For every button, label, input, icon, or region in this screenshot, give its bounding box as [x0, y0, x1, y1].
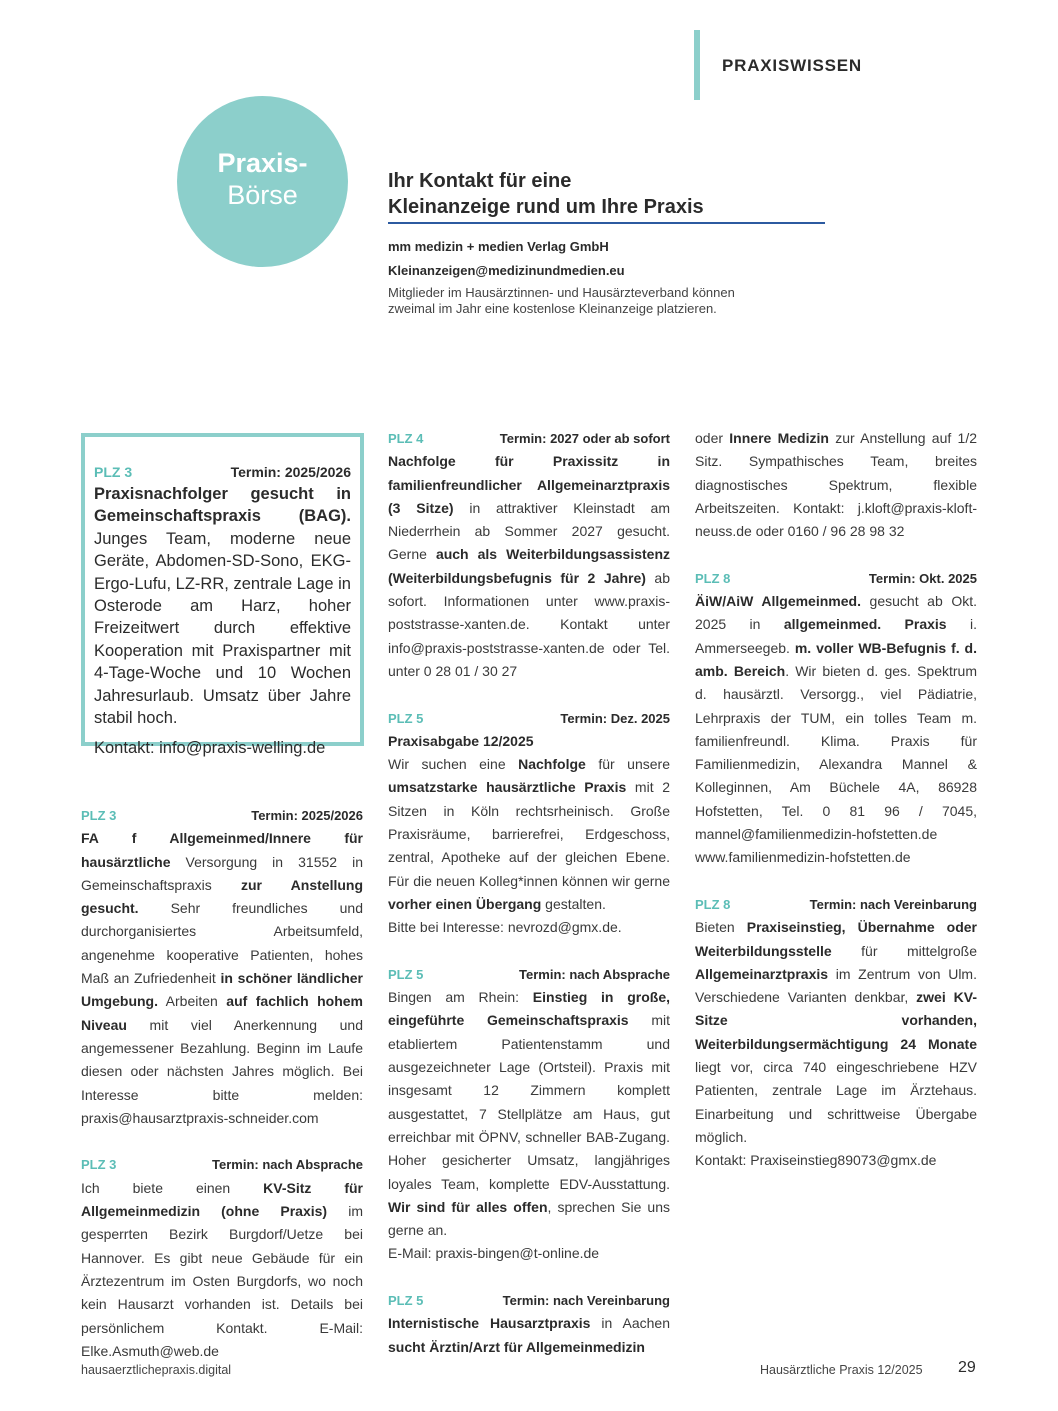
ad-bold-text: zwei KV-Sitze vorhanden, Weiterbildungsermächtigung 24 Monate	[695, 989, 977, 1052]
ad-item	[81, 804, 363, 1130]
ad-text: mit viel Anerkennung und angemessener Bezahlung. Beginn im Laufe diesen oder nächsten Jahres möglich. Bei Interesse bitte melden: praxis@hausarztpraxis-schneider.com	[81, 1016, 363, 1126]
plz-label: PLZ 5	[388, 1292, 424, 1308]
ad-text: zur Anstellung auf 1/2 Sitz. Sympathisches Team, breites diagnostisches Spektrum, flexible Arbeitszeiten. Kontakt: j.kloft@praxis-kloft-neuss.de oder 0160 / 96 28 98 32	[695, 430, 977, 540]
ad-body	[388, 986, 670, 1242]
ad-text: gestalten.	[541, 895, 606, 912]
ad-contact[interactable]: Kontakt: info@praxis-welling.de	[94, 739, 326, 758]
description-line-2: zweimal im Jahr eine kostenlose Kleinanzeige platzieren.	[388, 301, 717, 316]
ad-contact[interactable]: E-Mail: praxis-bingen@t-online.de	[388, 1245, 600, 1262]
ad-bold-text: vorher einen Übergang	[388, 895, 542, 912]
ad-header	[81, 1153, 363, 1176]
plz-label: PLZ 3	[81, 1157, 117, 1173]
ad-text: mit etabliertem Patientenstamm und ausgezeichneter Lage (Ortsteil). Praxis mit insgesamt 12 Zimmern komplett ausgestattet, 7 Stellplätze am Haus, gut erreichbar mit ÖPNV, schneller BAB-Zugang. Hoher gesicherter Umsatz, langjähriges loyales Team, komplette EDV-Ausstattung.	[388, 1012, 670, 1192]
ads-column-2	[388, 427, 670, 1359]
ad-header	[81, 804, 363, 827]
ad-text: liegt vor, circa 740 eingeschriebene HZV Patienten, zentrale Lage im Ärztehaus. Einarbeitung und schrittweise Übergabe möglich.	[695, 1059, 977, 1145]
ad-bold-text: Wir sind für alles offen	[388, 1198, 548, 1215]
contact-heading-line-1: Ihr Kontakt für eine	[388, 170, 572, 192]
contact-email-link[interactable]: Kleinanzeigen@medizinundmedien.eu	[388, 263, 625, 278]
ads-column-3	[695, 427, 977, 1173]
section-accent-bar	[694, 30, 700, 100]
publisher-name: mm medizin + medien Verlag GmbH	[388, 239, 609, 254]
termin-label: Termin: nach Vereinbarung	[809, 896, 977, 912]
ad-bold-text: zur Anstellung gesucht.	[81, 876, 363, 917]
ad-bold-text: Nachfolge für Praxissitz in familienfreundlicher Allgemeinarztpraxis (3 Sitze)	[388, 453, 670, 516]
ad-body	[695, 916, 977, 1149]
ad-text: oder	[695, 430, 730, 446]
plz-label: PLZ 3	[94, 464, 133, 480]
ad-body	[81, 1177, 363, 1363]
plz-label: PLZ 5	[388, 966, 424, 982]
plz-label: PLZ 4	[388, 431, 424, 446]
footer-issue: Hausärztliche Praxis 12/2025	[760, 1363, 923, 1377]
ad-header	[94, 461, 351, 483]
ad-text: Wir suchen eine	[388, 756, 519, 773]
contact-description	[388, 285, 808, 317]
ad-item	[695, 893, 977, 1173]
ad-text: im gesperrten Bezirk Burgdorf/Uetze bei Hannover. Es gibt neue Gebäude für ein Ärztezentrum im Osten Burgdorfs, wo noch kein Hausarzt vorhanden ist. Details bei persönlichem Kontakt. E-Mail: Elke.Asmuth@web.de	[81, 1203, 363, 1359]
ad-contact[interactable]: Kontakt: Praxiseinstieg89073@gmx.de	[695, 1152, 937, 1169]
ad-body	[388, 1312, 670, 1359]
ad-bold-text: Internistische Hausarztpraxis	[388, 1315, 591, 1332]
ad-bold-text: FA f Allgemeinmed/Innere für hausärztliche	[81, 830, 363, 870]
ad-bold-text: Nachfolge	[518, 756, 586, 773]
termin-label: Termin: nach Absprache	[519, 966, 670, 982]
ad-text: in attraktiver Kleinstadt am Niederrhein ab Sommer 2027 gesucht. Gerne	[388, 499, 670, 563]
description-line-1: Mitglieder im Hausärztinnen- und Hausärzteverband können	[388, 285, 735, 300]
ad-text: im Zentrum von Ulm. Verschiedene Varianten denkbar,	[695, 965, 977, 1006]
ad-bold-text: m. voller WB-Befugnis f. d. amb. Bereich	[695, 639, 977, 679]
termin-label: Termin: nach Absprache	[212, 1157, 363, 1173]
ad-text: Arbeiten	[158, 993, 227, 1010]
ad-item	[695, 567, 977, 870]
ad-text: ab sofort. Informationen unter www.praxis-poststrasse-xanten.de. Kontakt unter info@praxis-poststrasse-xanten.de oder Tel. unter 0 28 01 / 30 27	[388, 569, 670, 679]
ad-text: in Aachen	[590, 1315, 671, 1332]
ad-text: Versorgung in 31552 in Gemeinschaftspraxis	[81, 853, 363, 893]
ad-bold-text: auch als Weiterbildungsassistenz (Weiterbildungsbefugnis für 2 Jahre)	[388, 546, 670, 586]
termin-label: Termin: Dez. 2025	[560, 710, 670, 726]
ad-text: Bingen am Rhein:	[388, 989, 533, 1006]
heading-underline	[388, 222, 825, 224]
ad-text: , sprechen Sie uns gerne an.	[388, 1198, 670, 1239]
ad-text: Ich biete einen	[81, 1179, 264, 1196]
termin-label: Termin: 2025/2026	[230, 464, 351, 480]
ad-body	[388, 753, 670, 916]
ad-item	[81, 1153, 363, 1363]
ad-header	[388, 427, 670, 450]
ad-bold-text: Praxisnachfolger gesucht in Gemeinschaftspraxis (BAG).	[94, 485, 351, 526]
plz-label: PLZ 5	[388, 710, 424, 726]
ad-item	[388, 1289, 670, 1359]
ad-contact[interactable]: Bitte bei Interesse: nevrozd@gmx.de.	[388, 919, 622, 936]
ad-text: mit 2 Sitzen in Köln rechtsrheinisch. Große Praxisräume, barrierefrei, Erdgeschoss, zentral, Apotheke auf der gleichen Ebene. Für die neuen Kolleg*innen können wir gerne	[388, 779, 671, 889]
ad-body	[94, 483, 351, 729]
ad-bold-text: Innere Medizin	[729, 430, 829, 446]
ads-column-1	[81, 804, 363, 1363]
ad-subtitle	[388, 730, 670, 753]
ad-text: Bieten	[695, 919, 747, 936]
ad-bold-text: Einstieg in große, eingeführte Gemeinschaftspraxis	[388, 989, 670, 1029]
ad-bold-text: auf fachlich hohem Niveau	[81, 993, 364, 1033]
ad-bold-text: ÄiW/AiW Allgemeinmed.	[695, 593, 861, 610]
ad-bold-text: in schöner ländlicher Umgebung.	[81, 970, 363, 1010]
ad-text: . Wir bieten d. ges. Spektrum d. hausärztl. Versorgg., viel Pädiatrie, Lehrpraxis der TUM, ein tolles Team m. familienfreundl. Klima. Praxis für Familienmedizin, Alexandra Mannel & Kolleginnen, Am Büchele 4A, 86928 Hofstetten, Tel. 0 81 96 / 7045, mannel@familienmedizin-hofstetten.de www.familienmedizin-hofstetten.de	[695, 662, 977, 866]
plz-label: PLZ 8	[695, 896, 731, 912]
ad-item	[388, 707, 670, 940]
ad-text: für mittelgroße	[831, 942, 977, 959]
ad-body	[81, 827, 363, 1130]
ad-text: Sehr freundliches und durchorganisiertes Arbeitsumfeld, angenehme kooperative Patienten, hohes Maß an Zufriedenheit	[81, 900, 363, 987]
ad-bold-text: Allgemeinarztpraxis	[695, 965, 829, 982]
ad-text: i. Ammerseegeb.	[695, 616, 977, 656]
termin-label: Termin: Okt. 2025	[868, 570, 977, 586]
ad-item	[388, 963, 670, 1266]
page-number: 29	[958, 1359, 976, 1376]
ad-text: für unsere	[585, 756, 670, 773]
ad-body	[695, 590, 977, 870]
ad-bold-text: Praxiseinstieg, Übernahme oder Weiterbildungsstelle	[695, 919, 977, 959]
ad-header	[388, 1289, 670, 1312]
plz-label: PLZ 8	[695, 570, 731, 586]
ad-bold-text: umsatzstarke hausärztliche Praxis	[388, 779, 627, 796]
termin-label: Termin: 2025/2026	[251, 808, 363, 823]
featured-ad-box	[81, 433, 364, 758]
badge-line-1: Praxis-	[217, 148, 308, 178]
plz-label: PLZ 3	[81, 808, 117, 823]
ad-header	[388, 963, 670, 986]
section-title: PRAXISWISSEN	[722, 56, 862, 75]
ad-item-continued	[695, 427, 977, 543]
footer-website-link[interactable]: hausaerztlichepraxis.digital	[81, 1363, 232, 1377]
ad-body	[388, 450, 670, 683]
ad-header	[388, 707, 670, 730]
badge-line-2: Börse	[227, 180, 298, 210]
ad-bold-text: sucht Ärztin/Arzt für Allgemeinmedizin	[388, 1338, 645, 1355]
ad-text: gesucht ab Okt. 2025 in	[695, 593, 977, 633]
praxis-boerse-badge	[177, 96, 348, 267]
termin-label: Termin: nach Vereinbarung	[502, 1292, 670, 1308]
ad-bold-text: Praxisabgabe 12/2025	[388, 732, 534, 749]
contact-heading-line-2: Kleinanzeige rund um Ihre Praxis	[388, 196, 704, 218]
contact-heading	[388, 168, 828, 220]
termin-label: Termin: 2027 oder ab sofort	[499, 431, 670, 446]
ad-body	[695, 427, 977, 543]
ad-text: Junges Team, moderne neue Geräte, Abdomen-SD-Sono, EKG-Ergo-Lufu, LZ-RR, zentrale Lage in Osterode am Harz, hoher Freizeitwert durch effektive Kooperation mit Praxispartner mit 4-Tage-Woche und 10 Wochen Jahresurlaub. Umsatz über Jahre stabil hoch.	[94, 529, 351, 728]
ad-item	[388, 427, 670, 683]
ad-bold-text: KV-Sitz für Allgemeinmedizin (ohne Praxis)	[81, 1179, 363, 1220]
ad-header	[695, 893, 977, 916]
ad-bold-text: allgemeinmed. Praxis	[783, 616, 947, 633]
ad-header	[695, 567, 977, 590]
